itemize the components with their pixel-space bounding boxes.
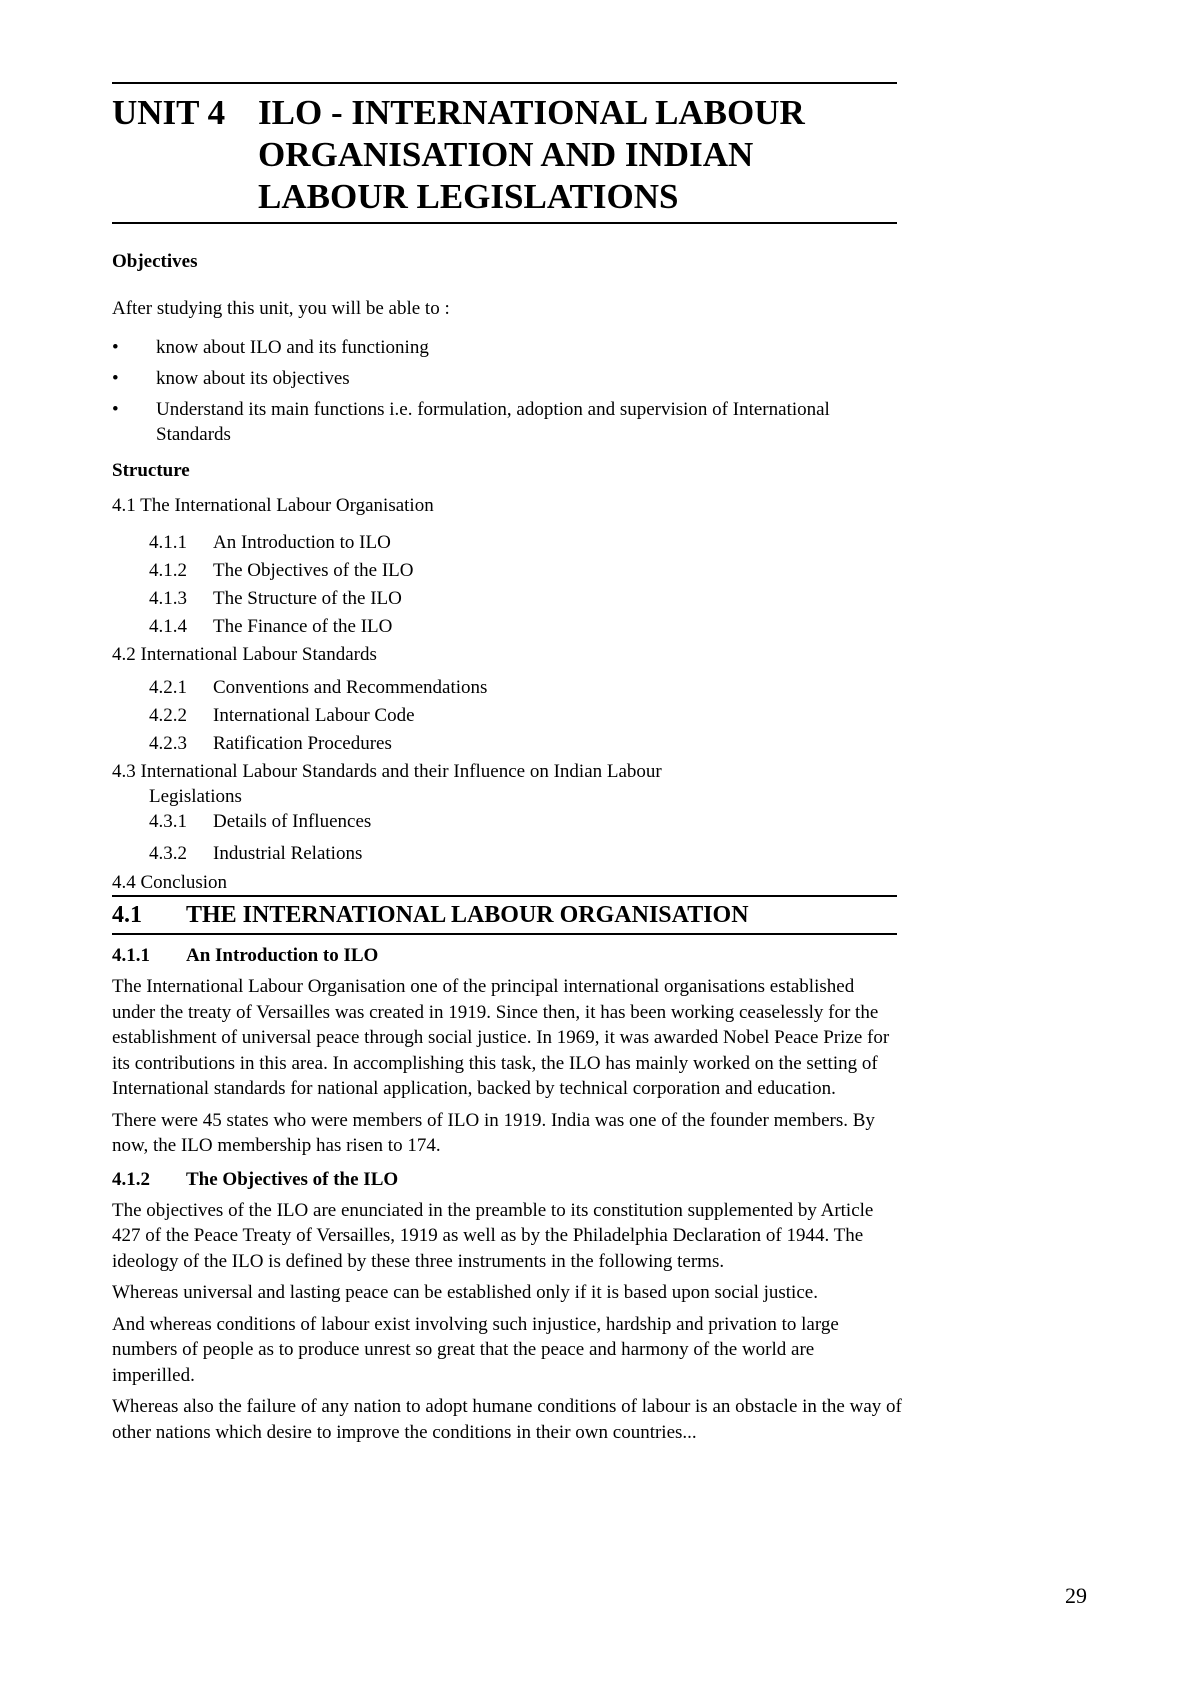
bullet-icon: • — [112, 399, 119, 420]
toc-subentry[interactable] — [112, 530, 897, 555]
subsection-heading-4-1-1 — [112, 943, 897, 968]
objectives-heading: Objectives — [112, 251, 198, 272]
toc-label: Conclusion — [140, 872, 228, 893]
section-heading-4-1 — [112, 897, 897, 933]
unit-title-line: ILO - INTERNATIONAL LABOUR — [258, 93, 805, 132]
subsection-number: 4.1.1 — [112, 945, 150, 966]
list-item — [112, 335, 897, 360]
toc-number: 4.2.3 — [149, 733, 187, 754]
page-content — [112, 82, 902, 1445]
subsection-title: An Introduction to ILO — [186, 945, 379, 966]
toc-subentry[interactable] — [112, 731, 897, 756]
body-paragraph: There were 45 states who were members of ILO in 1919. India was one of the founder members. By now, the ILO membership has risen to 174. — [112, 1109, 875, 1156]
toc-number: 4.3.1 — [149, 811, 187, 832]
objectives-intro: After studying this unit, you will be able to : — [112, 298, 450, 319]
structure-heading: Structure — [112, 460, 190, 481]
toc-label: Ratification Procedures — [213, 733, 392, 754]
toc-number: 4.1.3 — [149, 588, 187, 609]
objective-text: know about ILO and its functioning — [156, 337, 429, 358]
toc-number: 4.3 — [112, 761, 136, 782]
toc-label: The Objectives of the ILO — [213, 560, 414, 581]
body-paragraph: The International Labour Organisation one of the principal international organisations established under the treaty of Versailles was created in 1919. Since then, it has been working ceaselessly for the establishment of universal peace through social justice. In 1969, it was awarded Nobel Peace Prize for its contributions in this area. In accomplishing this task, the ILO has mainly worked on the setting of International standards for national application, backed by technical corporation and education. — [112, 976, 890, 1099]
toc-entry-4-1[interactable] — [112, 493, 897, 518]
toc-label: An Introduction to ILO — [213, 532, 391, 553]
section-number: 4.1 — [112, 902, 142, 928]
objective-text: know about its objectives — [156, 368, 350, 389]
toc-subentry[interactable] — [112, 703, 897, 728]
toc-number: 4.1.1 — [149, 532, 187, 553]
bullet-icon: • — [112, 337, 119, 358]
toc-number: 4.1 — [112, 495, 136, 516]
body-paragraph: Whereas universal and lasting peace can be established only if it is based upon social justice. — [112, 1282, 818, 1303]
toc-number: 4.2 — [112, 644, 136, 665]
bullet-icon: • — [112, 368, 119, 389]
toc-label: Industrial Relations — [213, 843, 363, 864]
body-paragraph: And whereas conditions of labour exist involving such injustice, hardship and privation to large numbers of people as to produce unrest so great that the peace and harmony of the world are imperilled. — [112, 1313, 839, 1386]
body-paragraph: Whereas also the failure of any nation to adopt humane conditions of labour is an obstacle in the way of other nations which desire to improve the conditions in their own countries... — [112, 1396, 902, 1443]
objectives-list — [112, 335, 897, 447]
unit-title-line: LABOUR LEGISLATIONS — [258, 177, 679, 216]
section-title: THE INTERNATIONAL LABOUR ORGANISATION — [186, 902, 749, 928]
toc-label: The Finance of the ILO — [213, 616, 393, 637]
list-item — [112, 397, 897, 447]
toc-subentry[interactable] — [112, 558, 897, 583]
unit-label: UNIT 4 — [112, 93, 226, 132]
toc-entry-4-4[interactable] — [112, 870, 897, 895]
subsection-number: 4.1.2 — [112, 1168, 150, 1190]
unit-heading — [112, 84, 897, 222]
toc-label: The International Labour Organisation — [140, 495, 434, 516]
page-number: 29 — [1065, 1583, 1087, 1608]
toc-number: 4.3.2 — [149, 843, 187, 864]
toc-number: 4.2.2 — [149, 705, 187, 726]
toc-subentry[interactable] — [112, 675, 897, 700]
toc-subentry[interactable] — [112, 809, 897, 834]
toc-label: The Structure of the ILO — [213, 588, 402, 609]
subsection-heading-4-1-2 — [112, 1167, 897, 1192]
unit-title-line: ORGANISATION AND INDIAN — [258, 135, 754, 174]
toc-label: International Labour Code — [213, 705, 415, 726]
toc-entry-4-3[interactable] — [112, 759, 897, 784]
subsection-title: The Objectives of the ILO — [186, 1168, 399, 1190]
toc-subentry[interactable] — [112, 586, 897, 611]
body-paragraph: The objectives of the ILO are enunciated in the preamble to its constitution supplemented by Article 427 of the Peace Treaty of Versailles, 1919 as well as by the Philadelphia Declaration of 1944. The ideology of the ILO is defined by these three instruments in the following terms. — [112, 1199, 874, 1272]
toc-entry-4-2[interactable] — [112, 642, 897, 667]
toc-number: 4.1.2 — [149, 560, 187, 581]
toc-number: 4.1.4 — [149, 616, 187, 637]
toc-number: 4.2.1 — [149, 677, 187, 698]
toc-label-continued: Legislations — [149, 786, 242, 807]
toc-subentry[interactable] — [112, 614, 897, 639]
unit-title — [258, 92, 805, 218]
toc-label: Conventions and Recommendations — [213, 677, 488, 698]
objective-text: Understand its main functions i.e. formulation, adoption and supervision of International Standards — [156, 399, 830, 445]
toc-number: 4.4 — [112, 872, 136, 893]
toc-label: Details of Influences — [213, 811, 372, 832]
toc-label: International Labour Standards — [140, 644, 377, 665]
list-item — [112, 366, 897, 391]
toc-label: International Labour Standards and their Influence on Indian Labour — [140, 761, 662, 782]
toc-subentry[interactable] — [112, 841, 897, 866]
